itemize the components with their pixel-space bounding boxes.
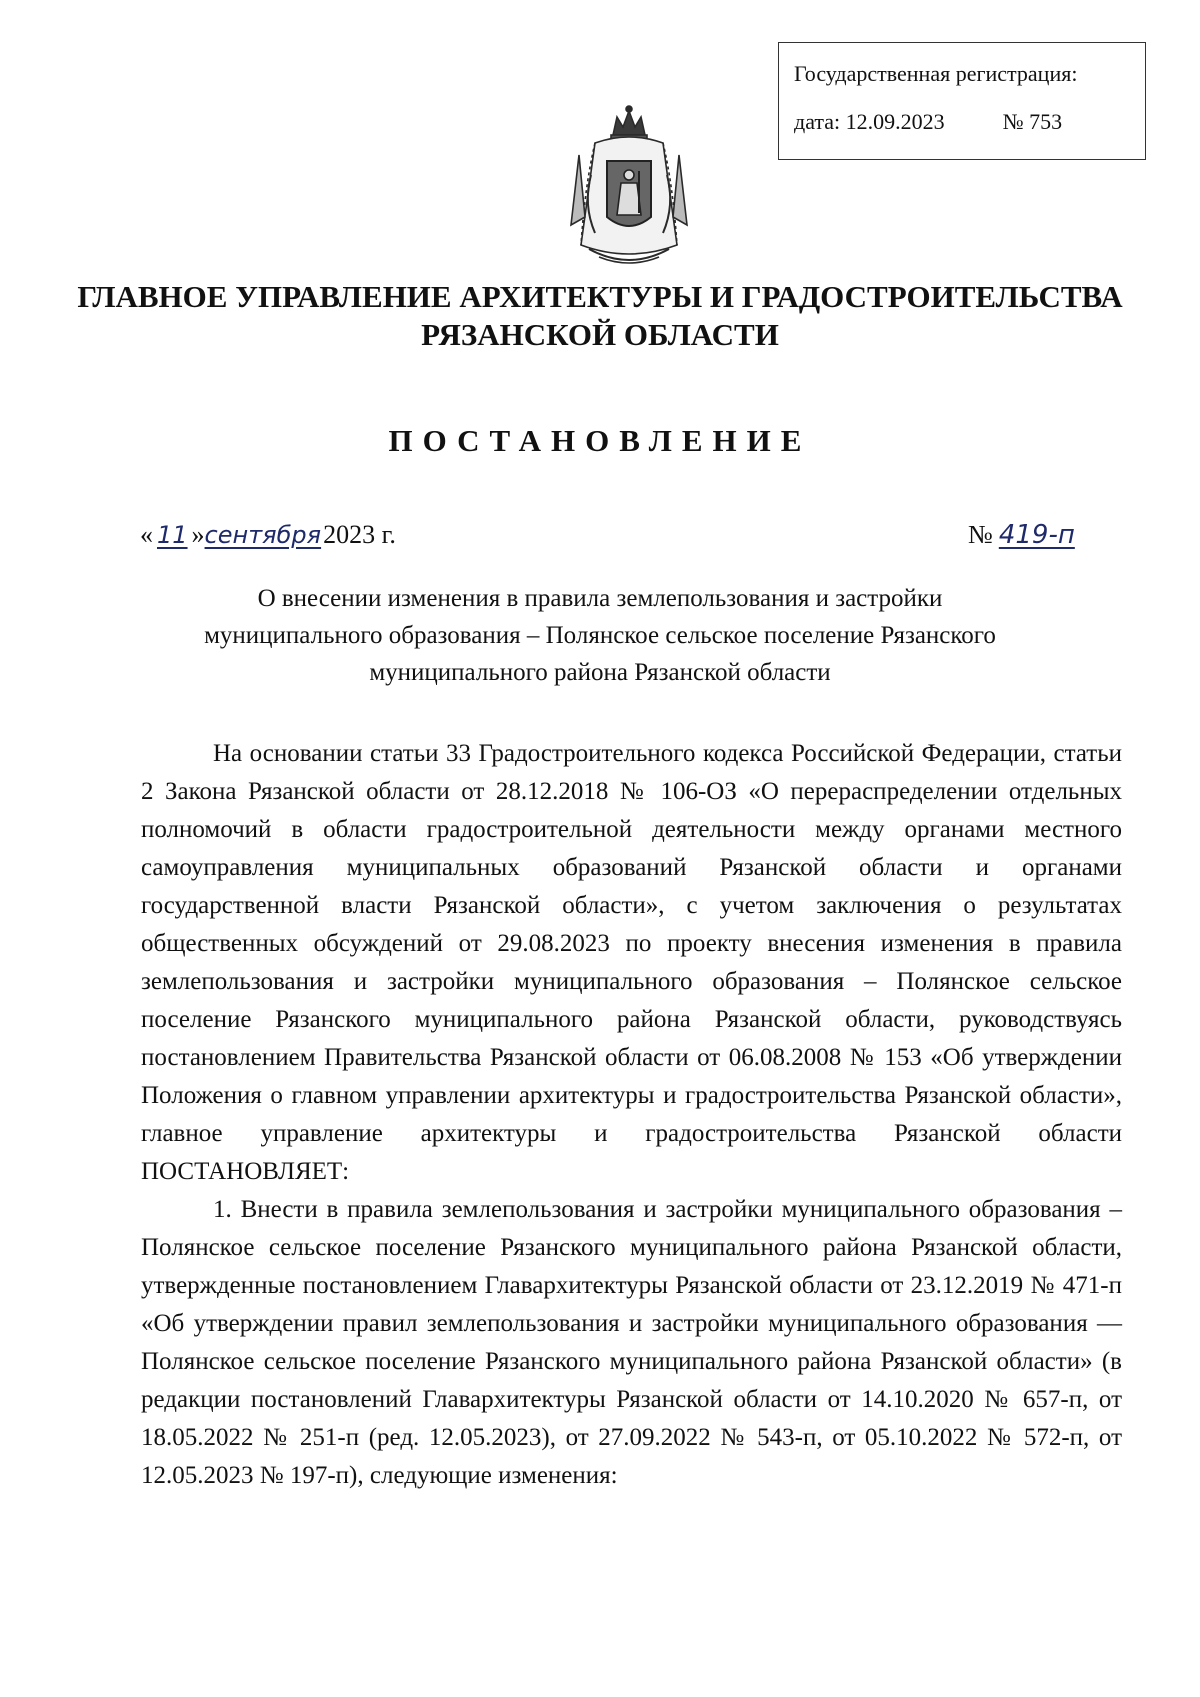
document-date [140,520,396,550]
date-day: 11 [157,521,188,549]
registration-number: № 753 [1002,109,1063,134]
document-subject [160,580,1040,691]
organization-title-line1: ГЛАВНОЕ УПРАВЛЕНИЕ АРХИТЕКТУРЫ И ГРАДОСТРОИТЕЛЬСТВА [77,279,1123,314]
body-paragraph-1: На основании статьи 33 Градостроительного кодекса Российской Федерации, статьи 2 Закона Рязанской области от 28.12.2018 № 106-ОЗ «О перераспределении отдельных полномочий в области градостроительной деятельности между органами местного самоуправления муниципальных образований Рязанской области и органами государственной власти Рязанской области», с учетом заключения о результатах общественных обсуждений от 29.08.2023 по проекту внесения изменения в правила землепользования и застройки муниципального образования – Полянское сельское поселение Рязанского муниципального района Рязанской области, руководствуясь постановлением Правительства Рязанской области от 06.08.2008 № 153 «Об утверждении Положения о главном управлении архитектуры и градостроительства Рязанской области», главное управление архитектуры и градостроительства Рязанской области ПОСТАНОВЛЯЕТ: [141,740,1122,1185]
date-year: 2023 г. [323,520,396,549]
subject-line1: О внесении изменения в правила землепользования и застройки [257,585,943,612]
document-body [141,735,1122,1495]
date-close-quote: » [191,520,205,549]
date-month: сентября [204,521,322,549]
organization-title [0,278,1200,354]
document-type: ПОСТАНОВЛЕНИЕ [388,423,812,458]
coat-of-arms-icon [565,105,693,273]
subject-line3: муниципального района Рязанской области [369,659,831,686]
subject-line2: муниципального образования – Полянское сельское поселение Рязанского [204,622,996,649]
registration-date: дата: 12.09.2023 [794,109,945,134]
registration-details [794,111,1145,133]
date-open-quote: « [140,520,153,549]
document-number-prefix: № [968,520,993,549]
organization-title-line2: РЯЗАНСКОЙ ОБЛАСТИ [421,317,779,353]
body-paragraph-2: 1. Внести в правила землепользования и застройки муниципального образования – Полянское сельское поселение Рязанского муниципального района Рязанской области, утвержденные постановлением Главархитектуры Рязанской области от 23.12.2019 № 471-п «Об утверждении правил землепользования и застройки муниципального образования — Полянское сельское поселение Рязанского муниципального района Рязанской области» (в редакции постановлений Главархитектуры Рязанской области от 14.10.2020 № 657-п, от 18.05.2022 № 251-п (ред. 12.05.2023), от 27.09.2022 № 543-п, от 05.10.2022 № 572-п, от 12.05.2023 № 197-п), следующие изменения: [141,1196,1122,1489]
registration-stamp [778,42,1146,160]
document-number-value: 419-п [998,520,1075,550]
registration-title: Государственная регистрация: [794,61,1078,86]
document-number [968,520,1075,550]
